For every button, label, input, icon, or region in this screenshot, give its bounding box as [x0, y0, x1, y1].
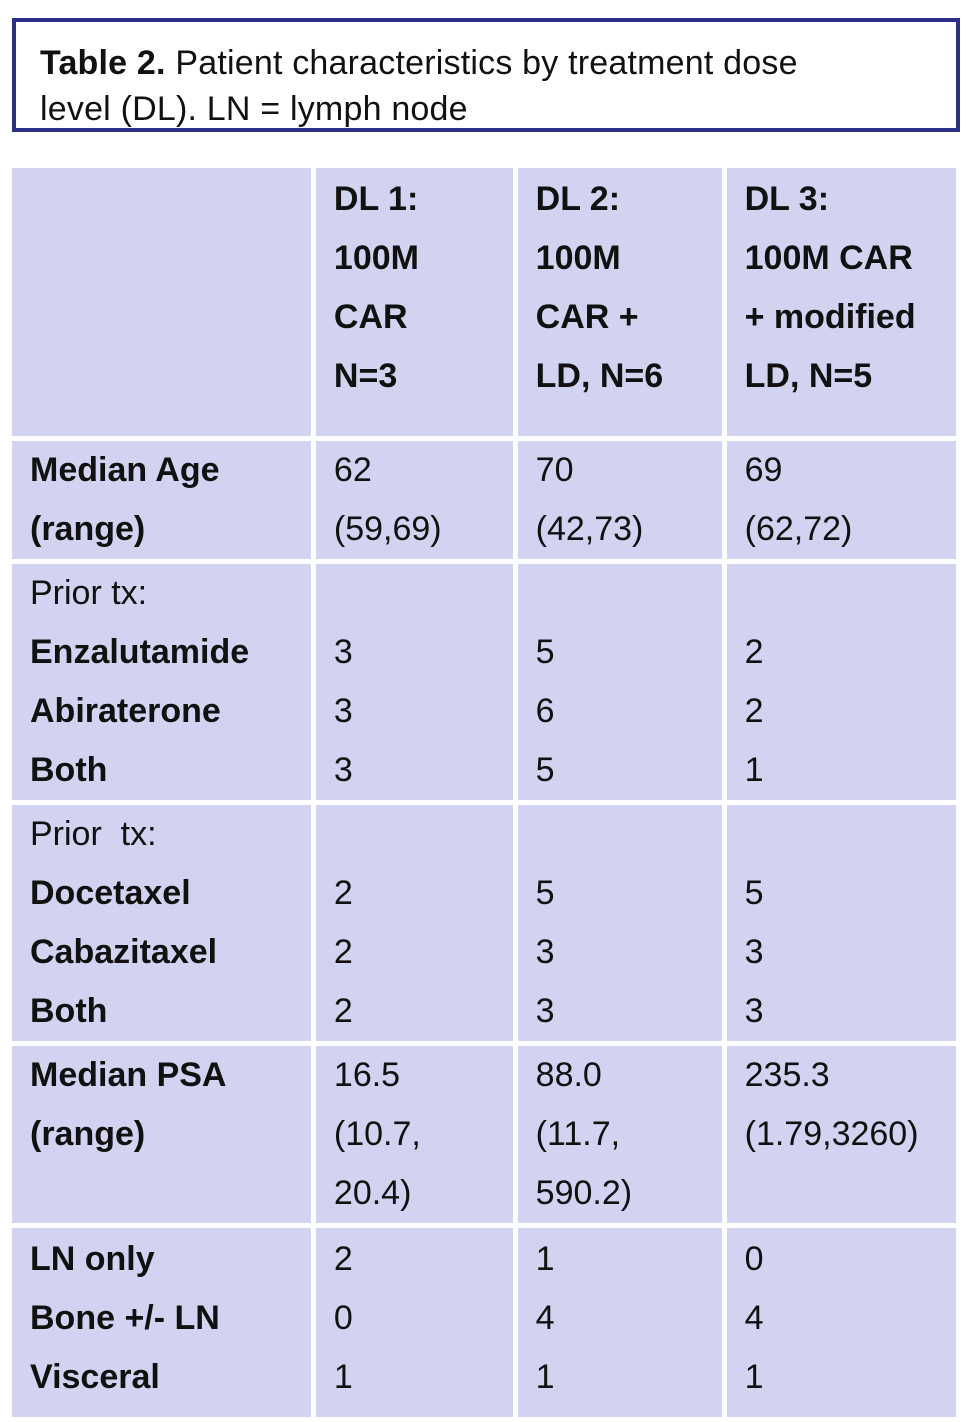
header-dl2-line: CAR + [535, 298, 639, 336]
cell-value: 1 [535, 1240, 555, 1278]
header-cell-dl3 [727, 168, 956, 436]
table-row-prior-hormone-tx [12, 564, 956, 800]
cell-value: 2 [744, 633, 764, 671]
cell-value: 3 [535, 992, 555, 1030]
cell-value: 88.0 [535, 1056, 602, 1094]
header-dl2-line: 100M [535, 239, 621, 277]
row-label-line: Median Age [30, 451, 220, 489]
cell-value: 20.4) [333, 1174, 412, 1212]
header-dl3-line: 100M CAR [744, 239, 913, 277]
cell-value: 5 [535, 633, 555, 671]
table-header-row [12, 168, 956, 436]
cell-value: 6 [535, 692, 555, 730]
row-label-line: Median PSA [30, 1056, 227, 1094]
cell-value: 2 [333, 874, 353, 912]
row-title: Prior tx: [30, 574, 148, 612]
row-label-line: Enzalutamide [30, 633, 250, 671]
cell-site-dl3 [727, 1228, 956, 1417]
cell-age-dl2 [518, 441, 722, 559]
cell-hormone-dl2 [518, 564, 722, 800]
row-label-disease-site [12, 1228, 311, 1417]
patient-characteristics-table [7, 163, 961, 1422]
header-cell-empty [12, 168, 311, 436]
header-dl3-line: + modified [744, 298, 916, 336]
cell-value: 5 [744, 874, 764, 912]
row-label-line: Both [30, 751, 108, 789]
cell-chemo-dl1 [316, 805, 513, 1041]
cell-value: 1 [744, 751, 764, 789]
cell-value: 0 [333, 1299, 353, 1337]
cell-value: 2 [333, 992, 353, 1030]
cell-site-dl2 [518, 1228, 722, 1417]
cell-value: 3 [333, 692, 353, 730]
cell-value: 5 [535, 874, 555, 912]
row-label-line: (range) [30, 1115, 146, 1153]
cell-value: 3 [744, 992, 764, 1030]
cell-value: 5 [535, 751, 555, 789]
header-dl2-line: DL 2: [535, 180, 621, 218]
header-dl1-line: N=3 [333, 357, 398, 395]
row-label-median-psa [12, 1046, 311, 1223]
cell-psa-dl3 [727, 1046, 956, 1223]
cell-psa-dl1 [316, 1046, 513, 1223]
row-label-line: Bone +/- LN [30, 1299, 220, 1337]
cell-value: 3 [535, 933, 555, 971]
table-caption [12, 18, 960, 132]
header-dl1-line: DL 1: [333, 180, 419, 218]
cell-value: 4 [535, 1299, 555, 1337]
table-row-median-age [12, 441, 956, 559]
header-dl1-line: CAR [333, 298, 408, 336]
cell-hormone-dl3 [727, 564, 956, 800]
caption-label: Table 2. [40, 44, 166, 82]
header-cell-dl1 [316, 168, 513, 436]
cell-value: 70 [535, 451, 574, 489]
cell-age-dl3 [727, 441, 956, 559]
row-label-line: Abiraterone [30, 692, 221, 730]
header-dl2-line: LD, N=6 [535, 357, 664, 395]
cell-hormone-dl1 [316, 564, 513, 800]
cell-value: 62 [333, 451, 372, 489]
cell-value: 0 [744, 1240, 764, 1278]
caption-text-1: Patient characteristics by treatment dose [165, 44, 798, 82]
row-label-prior-chemo-tx [12, 805, 311, 1041]
cell-value: (10.7, [333, 1115, 421, 1153]
table-row-prior-chemo-tx [12, 805, 956, 1041]
cell-value: (1.79,3260) [744, 1115, 919, 1153]
cell-site-dl1 [316, 1228, 513, 1417]
row-label-median-age [12, 441, 311, 559]
cell-psa-dl2 [518, 1046, 722, 1223]
cell-value: 3 [333, 751, 353, 789]
cell-value: 1 [535, 1358, 555, 1396]
row-label-line: Cabazitaxel [30, 933, 218, 971]
cell-value: 16.5 [333, 1056, 401, 1094]
cell-value: (62,72) [744, 510, 853, 548]
cell-value: 1 [744, 1358, 764, 1396]
header-dl1-line: 100M [333, 239, 419, 277]
cell-value: 3 [333, 633, 353, 671]
row-label-line: (range) [30, 510, 146, 548]
row-label-prior-hormone-tx [12, 564, 311, 800]
row-label-line: LN only [30, 1240, 155, 1278]
cell-chemo-dl2 [518, 805, 722, 1041]
table-row-disease-site [12, 1228, 956, 1417]
caption-text-2: level (DL). LN = lymph node [40, 90, 468, 128]
cell-value: 2 [333, 1240, 353, 1278]
cell-chemo-dl3 [727, 805, 956, 1041]
header-cell-dl2 [518, 168, 722, 436]
cell-value: 235.3 [744, 1056, 830, 1094]
cell-value: 4 [744, 1299, 764, 1337]
cell-value: 2 [744, 692, 764, 730]
cell-value: (59,69) [333, 510, 442, 548]
row-label-line: Both [30, 992, 108, 1030]
row-title: Prior tx: [30, 815, 157, 853]
cell-value: (42,73) [535, 510, 644, 548]
header-dl3-line: LD, N=5 [744, 357, 873, 395]
cell-value: 590.2) [535, 1174, 633, 1212]
cell-age-dl1 [316, 441, 513, 559]
cell-value: 3 [744, 933, 764, 971]
row-label-line: Visceral [30, 1358, 160, 1396]
cell-value: 1 [333, 1358, 353, 1396]
header-dl3-line: DL 3: [744, 180, 830, 218]
cell-value: 2 [333, 933, 353, 971]
cell-value: (11.7, [535, 1115, 621, 1153]
row-label-line: Docetaxel [30, 874, 191, 912]
cell-value: 69 [744, 451, 783, 489]
table-row-median-psa [12, 1046, 956, 1223]
